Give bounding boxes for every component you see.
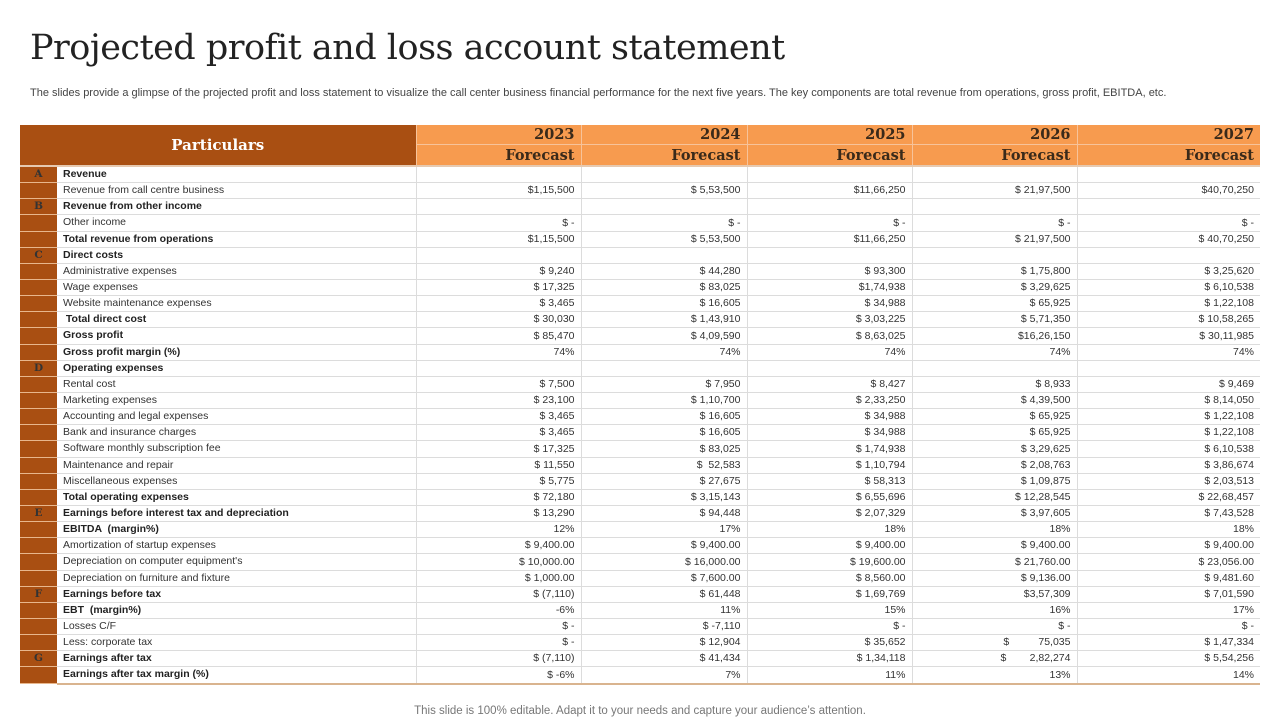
- cell-value: $ -: [912, 215, 1077, 231]
- cell-value: $ 4,09,590: [581, 328, 747, 344]
- table-row: [20, 441, 1260, 457]
- table-row: [20, 473, 1260, 489]
- row-label: Earnings before tax: [57, 586, 416, 602]
- cell-value: $ -: [416, 215, 581, 231]
- cell-value: 15%: [747, 602, 912, 618]
- section-letter: [20, 667, 57, 684]
- cell-value: $ 72,180: [416, 489, 581, 505]
- cell-value: $ -: [912, 618, 1077, 634]
- section-letter: D: [20, 360, 57, 376]
- cell-value: $ 83,025: [581, 279, 747, 295]
- cell-value: 74%: [912, 344, 1077, 360]
- cell-value: $ 9,481.60: [1077, 570, 1260, 586]
- forecast-header: Forecast: [581, 145, 747, 166]
- cell-value: $ 1,22,108: [1077, 425, 1260, 441]
- cell-value: $ 21,760.00: [912, 554, 1077, 570]
- year-header: 2025: [747, 125, 912, 145]
- table-row: [20, 554, 1260, 570]
- cell-value: $ 4,39,500: [912, 392, 1077, 408]
- section-letter: [20, 409, 57, 425]
- row-label: Rental cost: [57, 376, 416, 392]
- particulars-header: Particulars: [20, 125, 416, 166]
- section-letter: [20, 425, 57, 441]
- cell-value: $ 58,313: [747, 473, 912, 489]
- section-letter: [20, 602, 57, 618]
- cell-value: $ 34,988: [747, 425, 912, 441]
- table-row: [20, 231, 1260, 247]
- cell-value: $ 3,25,620: [1077, 263, 1260, 279]
- row-label: Amortization of startup expenses: [57, 538, 416, 554]
- cell-value: [1077, 199, 1260, 215]
- section-letter: G: [20, 651, 57, 667]
- cell-value: [416, 247, 581, 263]
- year-header: 2024: [581, 125, 747, 145]
- cell-value: $ 3,29,625: [912, 279, 1077, 295]
- cell-value: [581, 199, 747, 215]
- table-row: [20, 409, 1260, 425]
- table-row: [20, 263, 1260, 279]
- table-row: [20, 570, 1260, 586]
- section-letter: E: [20, 505, 57, 521]
- cell-value: $ 5,54,256: [1077, 651, 1260, 667]
- row-label: Marketing expenses: [57, 392, 416, 408]
- page-subtitle: The slides provide a glimpse of the projected profit and loss statement to visualize the call center business financial performance for the next five years. The key components are total revenue from operations, gross profit, EBITDA, etc.: [30, 87, 1167, 99]
- row-label: Earnings before interest tax and depreciation: [57, 505, 416, 521]
- cell-value: $ -: [416, 635, 581, 651]
- cell-value: $ 3,465: [416, 296, 581, 312]
- forecast-header: Forecast: [747, 145, 912, 166]
- cell-value: $ -7,110: [581, 618, 747, 634]
- cell-value: 11%: [581, 602, 747, 618]
- row-label: Earnings after tax: [57, 651, 416, 667]
- cell-value: $ 61,448: [581, 586, 747, 602]
- cell-value: 12%: [416, 522, 581, 538]
- cell-value: $ 1,75,800: [912, 263, 1077, 279]
- cell-value: 14%: [1077, 667, 1260, 684]
- cell-value: $ 7,01,590: [1077, 586, 1260, 602]
- section-letter: [20, 473, 57, 489]
- cell-value: $ 5,775: [416, 473, 581, 489]
- cell-value: 74%: [1077, 344, 1260, 360]
- table-row: [20, 199, 1260, 215]
- cell-value: 7%: [581, 667, 747, 684]
- section-letter: [20, 457, 57, 473]
- cell-value: $ 7,500: [416, 376, 581, 392]
- section-letter: A: [20, 166, 57, 183]
- cell-value: $ 9,400.00: [416, 538, 581, 554]
- row-label: Losses C/F: [57, 618, 416, 634]
- cell-value: $ 1,10,794: [747, 457, 912, 473]
- forecast-header: Forecast: [416, 145, 581, 166]
- cell-value: 11%: [747, 667, 912, 684]
- table-row: [20, 296, 1260, 312]
- cell-value: $ 94,448: [581, 505, 747, 521]
- cell-value: $11,66,250: [747, 183, 912, 199]
- table-row: [20, 651, 1260, 667]
- table-row: [20, 312, 1260, 328]
- table-row: [20, 376, 1260, 392]
- section-letter: [20, 231, 57, 247]
- table-row: [20, 183, 1260, 199]
- row-label: Website maintenance expenses: [57, 296, 416, 312]
- cell-value: [1077, 360, 1260, 376]
- cell-value: [747, 199, 912, 215]
- cell-value: $ 23,056.00: [1077, 554, 1260, 570]
- cell-value: 74%: [416, 344, 581, 360]
- cell-value: $ 52,583: [581, 457, 747, 473]
- cell-value: $ 3,465: [416, 425, 581, 441]
- cell-value: $ 8,560.00: [747, 570, 912, 586]
- cell-value: $ 3,97,605: [912, 505, 1077, 521]
- row-label: Accounting and legal expenses: [57, 409, 416, 425]
- cell-value: $ 12,904: [581, 635, 747, 651]
- cell-value: $ 41,434: [581, 651, 747, 667]
- cell-value: $ 22,68,457: [1077, 489, 1260, 505]
- section-letter: [20, 618, 57, 634]
- cell-value: $ 35,652: [747, 635, 912, 651]
- row-label: Software monthly subscription fee: [57, 441, 416, 457]
- table-row: [20, 360, 1260, 376]
- cell-value: $ 7,43,528: [1077, 505, 1260, 521]
- cell-value: $ 1,000.00: [416, 570, 581, 586]
- row-label: Total direct cost: [57, 312, 416, 328]
- cell-value: $ 9,400.00: [581, 538, 747, 554]
- section-letter: [20, 296, 57, 312]
- cell-value: $ (7,110): [416, 586, 581, 602]
- section-letter: [20, 441, 57, 457]
- section-letter: [20, 570, 57, 586]
- section-letter: [20, 312, 57, 328]
- cell-value: $ 10,000.00: [416, 554, 581, 570]
- table-row: [20, 489, 1260, 505]
- section-letter: C: [20, 247, 57, 263]
- cell-value: $ 16,000.00: [581, 554, 747, 570]
- row-label: Bank and insurance charges: [57, 425, 416, 441]
- cell-value: $ 10,58,265: [1077, 312, 1260, 328]
- section-letter: [20, 328, 57, 344]
- cell-value: $ (7,110): [416, 651, 581, 667]
- cell-value: $ 1,22,108: [1077, 296, 1260, 312]
- cell-value: $ 7,600.00: [581, 570, 747, 586]
- cell-value: $ 2,33,250: [747, 392, 912, 408]
- cell-value: $ 3,03,225: [747, 312, 912, 328]
- cell-value: -6%: [416, 602, 581, 618]
- row-label: Total revenue from operations: [57, 231, 416, 247]
- cell-value: $1,15,500: [416, 231, 581, 247]
- cell-value: $ -: [1077, 215, 1260, 231]
- cell-value: [912, 360, 1077, 376]
- table-row: [20, 247, 1260, 263]
- cell-value: $ 3,15,143: [581, 489, 747, 505]
- cell-value: $ 85,470: [416, 328, 581, 344]
- cell-value: $ 75,035: [912, 635, 1077, 651]
- year-header: 2027: [1077, 125, 1260, 145]
- cell-value: $ -: [581, 215, 747, 231]
- cell-value: [747, 360, 912, 376]
- table-row: [20, 425, 1260, 441]
- cell-value: $ 30,030: [416, 312, 581, 328]
- cell-value: $ 16,605: [581, 296, 747, 312]
- cell-value: $ 19,600.00: [747, 554, 912, 570]
- cell-value: $ 34,988: [747, 296, 912, 312]
- row-label: Other income: [57, 215, 416, 231]
- cell-value: $ 27,675: [581, 473, 747, 489]
- cell-value: $ 8,63,025: [747, 328, 912, 344]
- row-label: Total operating expenses: [57, 489, 416, 505]
- row-label: Administrative expenses: [57, 263, 416, 279]
- year-header: 2023: [416, 125, 581, 145]
- section-letter: [20, 635, 57, 651]
- cell-value: $ 9,400.00: [747, 538, 912, 554]
- table-row: [20, 538, 1260, 554]
- cell-value: $ -: [747, 215, 912, 231]
- row-label: Revenue: [57, 166, 416, 183]
- cell-value: $ 1,09,875: [912, 473, 1077, 489]
- cell-value: [747, 247, 912, 263]
- cell-value: $ 8,14,050: [1077, 392, 1260, 408]
- row-label: Miscellaneous expenses: [57, 473, 416, 489]
- cell-value: 74%: [581, 344, 747, 360]
- cell-value: $ 9,400.00: [912, 538, 1077, 554]
- section-letter: [20, 183, 57, 199]
- table-row: [20, 392, 1260, 408]
- cell-value: $ 5,71,350: [912, 312, 1077, 328]
- cell-value: $ 9,240: [416, 263, 581, 279]
- section-letter: [20, 215, 57, 231]
- row-label: Earnings after tax margin (%): [57, 667, 416, 684]
- cell-value: [912, 166, 1077, 183]
- row-label: Maintenance and repair: [57, 457, 416, 473]
- cell-value: $ 40,70,250: [1077, 231, 1260, 247]
- cell-value: $ 13,290: [416, 505, 581, 521]
- cell-value: $ 6,10,538: [1077, 441, 1260, 457]
- section-letter: [20, 376, 57, 392]
- cell-value: [581, 247, 747, 263]
- cell-value: $ 6,55,696: [747, 489, 912, 505]
- section-letter: [20, 279, 57, 295]
- cell-value: $16,26,150: [912, 328, 1077, 344]
- cell-value: [416, 166, 581, 183]
- cell-value: $3,57,309: [912, 586, 1077, 602]
- row-label: Depreciation on computer equipment's: [57, 554, 416, 570]
- row-label: Wage expenses: [57, 279, 416, 295]
- footer-note: This slide is 100% editable. Adapt it to your needs and capture your audience’s attention.: [414, 705, 866, 717]
- cell-value: $ 23,100: [416, 392, 581, 408]
- cell-value: $ -6%: [416, 667, 581, 684]
- cell-value: 18%: [1077, 522, 1260, 538]
- cell-value: $ 3,29,625: [912, 441, 1077, 457]
- cell-value: 13%: [912, 667, 1077, 684]
- cell-value: $ -: [1077, 618, 1260, 634]
- table-row: [20, 166, 1260, 183]
- cell-value: $ 17,325: [416, 441, 581, 457]
- cell-value: [416, 360, 581, 376]
- section-letter: F: [20, 586, 57, 602]
- cell-value: $ 30,11,985: [1077, 328, 1260, 344]
- section-letter: B: [20, 199, 57, 215]
- forecast-header: Forecast: [1077, 145, 1260, 166]
- cell-value: $ 1,43,910: [581, 312, 747, 328]
- row-label: Revenue from other income: [57, 199, 416, 215]
- row-label: Depreciation on furniture and fixture: [57, 570, 416, 586]
- row-label: Gross profit: [57, 328, 416, 344]
- header-year-row: [20, 125, 1260, 145]
- cell-value: [747, 166, 912, 183]
- cell-value: $ 3,86,674: [1077, 457, 1260, 473]
- row-label: EBITDA (margin%): [57, 522, 416, 538]
- cell-value: 17%: [581, 522, 747, 538]
- cell-value: [1077, 247, 1260, 263]
- cell-value: $ 21,97,500: [912, 231, 1077, 247]
- cell-value: $ 2,03,513: [1077, 473, 1260, 489]
- cell-value: $40,70,250: [1077, 183, 1260, 199]
- cell-value: 16%: [912, 602, 1077, 618]
- cell-value: 17%: [1077, 602, 1260, 618]
- cell-value: $ 6,10,538: [1077, 279, 1260, 295]
- cell-value: $ 9,400.00: [1077, 538, 1260, 554]
- table-body: [20, 166, 1260, 684]
- section-letter: [20, 554, 57, 570]
- cell-value: $ 9,469: [1077, 376, 1260, 392]
- cell-value: $ 9,136.00: [912, 570, 1077, 586]
- profit-loss-table: [20, 125, 1260, 685]
- cell-value: $ 83,025: [581, 441, 747, 457]
- table-row: [20, 586, 1260, 602]
- cell-value: $1,15,500: [416, 183, 581, 199]
- section-letter: [20, 263, 57, 279]
- table-row: [20, 279, 1260, 295]
- table-row: [20, 602, 1260, 618]
- table-row: [20, 618, 1260, 634]
- table-row: [20, 635, 1260, 651]
- table-row: [20, 215, 1260, 231]
- cell-value: $ 17,325: [416, 279, 581, 295]
- cell-value: [581, 360, 747, 376]
- cell-value: [1077, 166, 1260, 183]
- section-letter: [20, 392, 57, 408]
- cell-value: 74%: [747, 344, 912, 360]
- cell-value: $ 3,465: [416, 409, 581, 425]
- cell-value: $ 12,28,545: [912, 489, 1077, 505]
- cell-value: [581, 166, 747, 183]
- row-label: Revenue from call centre business: [57, 183, 416, 199]
- cell-value: $ 5,53,500: [581, 183, 747, 199]
- section-letter: [20, 522, 57, 538]
- cell-value: 18%: [912, 522, 1077, 538]
- cell-value: $ 2,08,763: [912, 457, 1077, 473]
- row-label: Operating expenses: [57, 360, 416, 376]
- cell-value: $ -: [747, 618, 912, 634]
- cell-value: $ 8,933: [912, 376, 1077, 392]
- cell-value: $ 7,950: [581, 376, 747, 392]
- cell-value: [912, 247, 1077, 263]
- cell-value: $ 65,925: [912, 296, 1077, 312]
- section-letter: [20, 489, 57, 505]
- table-row: [20, 457, 1260, 473]
- year-header: 2026: [912, 125, 1077, 145]
- cell-value: $ 65,925: [912, 409, 1077, 425]
- section-letter: [20, 344, 57, 360]
- cell-value: $ 1,10,700: [581, 392, 747, 408]
- cell-value: $1,74,938: [747, 279, 912, 295]
- cell-value: $ -: [416, 618, 581, 634]
- cell-value: $ 65,925: [912, 425, 1077, 441]
- cell-value: $ 1,74,938: [747, 441, 912, 457]
- cell-value: $ 5,53,500: [581, 231, 747, 247]
- cell-value: $ 1,22,108: [1077, 409, 1260, 425]
- cell-value: $ 16,605: [581, 425, 747, 441]
- cell-value: $ 34,988: [747, 409, 912, 425]
- cell-value: $ 1,34,118: [747, 651, 912, 667]
- table-row: [20, 505, 1260, 521]
- row-label: Direct costs: [57, 247, 416, 263]
- table-row: [20, 344, 1260, 360]
- cell-value: $ 2,82,274: [912, 651, 1077, 667]
- forecast-header: Forecast: [912, 145, 1077, 166]
- table-row: [20, 522, 1260, 538]
- cell-value: $ 2,07,329: [747, 505, 912, 521]
- cell-value: [912, 199, 1077, 215]
- cell-value: $ 21,97,500: [912, 183, 1077, 199]
- section-letter: [20, 538, 57, 554]
- cell-value: $ 1,69,769: [747, 586, 912, 602]
- cell-value: $ 93,300: [747, 263, 912, 279]
- cell-value: [416, 199, 581, 215]
- table-row: [20, 667, 1260, 684]
- row-label: Gross profit margin (%): [57, 344, 416, 360]
- table-row: [20, 328, 1260, 344]
- cell-value: $ 8,427: [747, 376, 912, 392]
- cell-value: $11,66,250: [747, 231, 912, 247]
- cell-value: $ 44,280: [581, 263, 747, 279]
- cell-value: $ 11,550: [416, 457, 581, 473]
- cell-value: $ 1,47,334: [1077, 635, 1260, 651]
- page-title: Projected profit and loss account statement: [30, 28, 785, 68]
- cell-value: 18%: [747, 522, 912, 538]
- cell-value: $ 16,605: [581, 409, 747, 425]
- row-label: Less: corporate tax: [57, 635, 416, 651]
- row-label: EBT (margin%): [57, 602, 416, 618]
